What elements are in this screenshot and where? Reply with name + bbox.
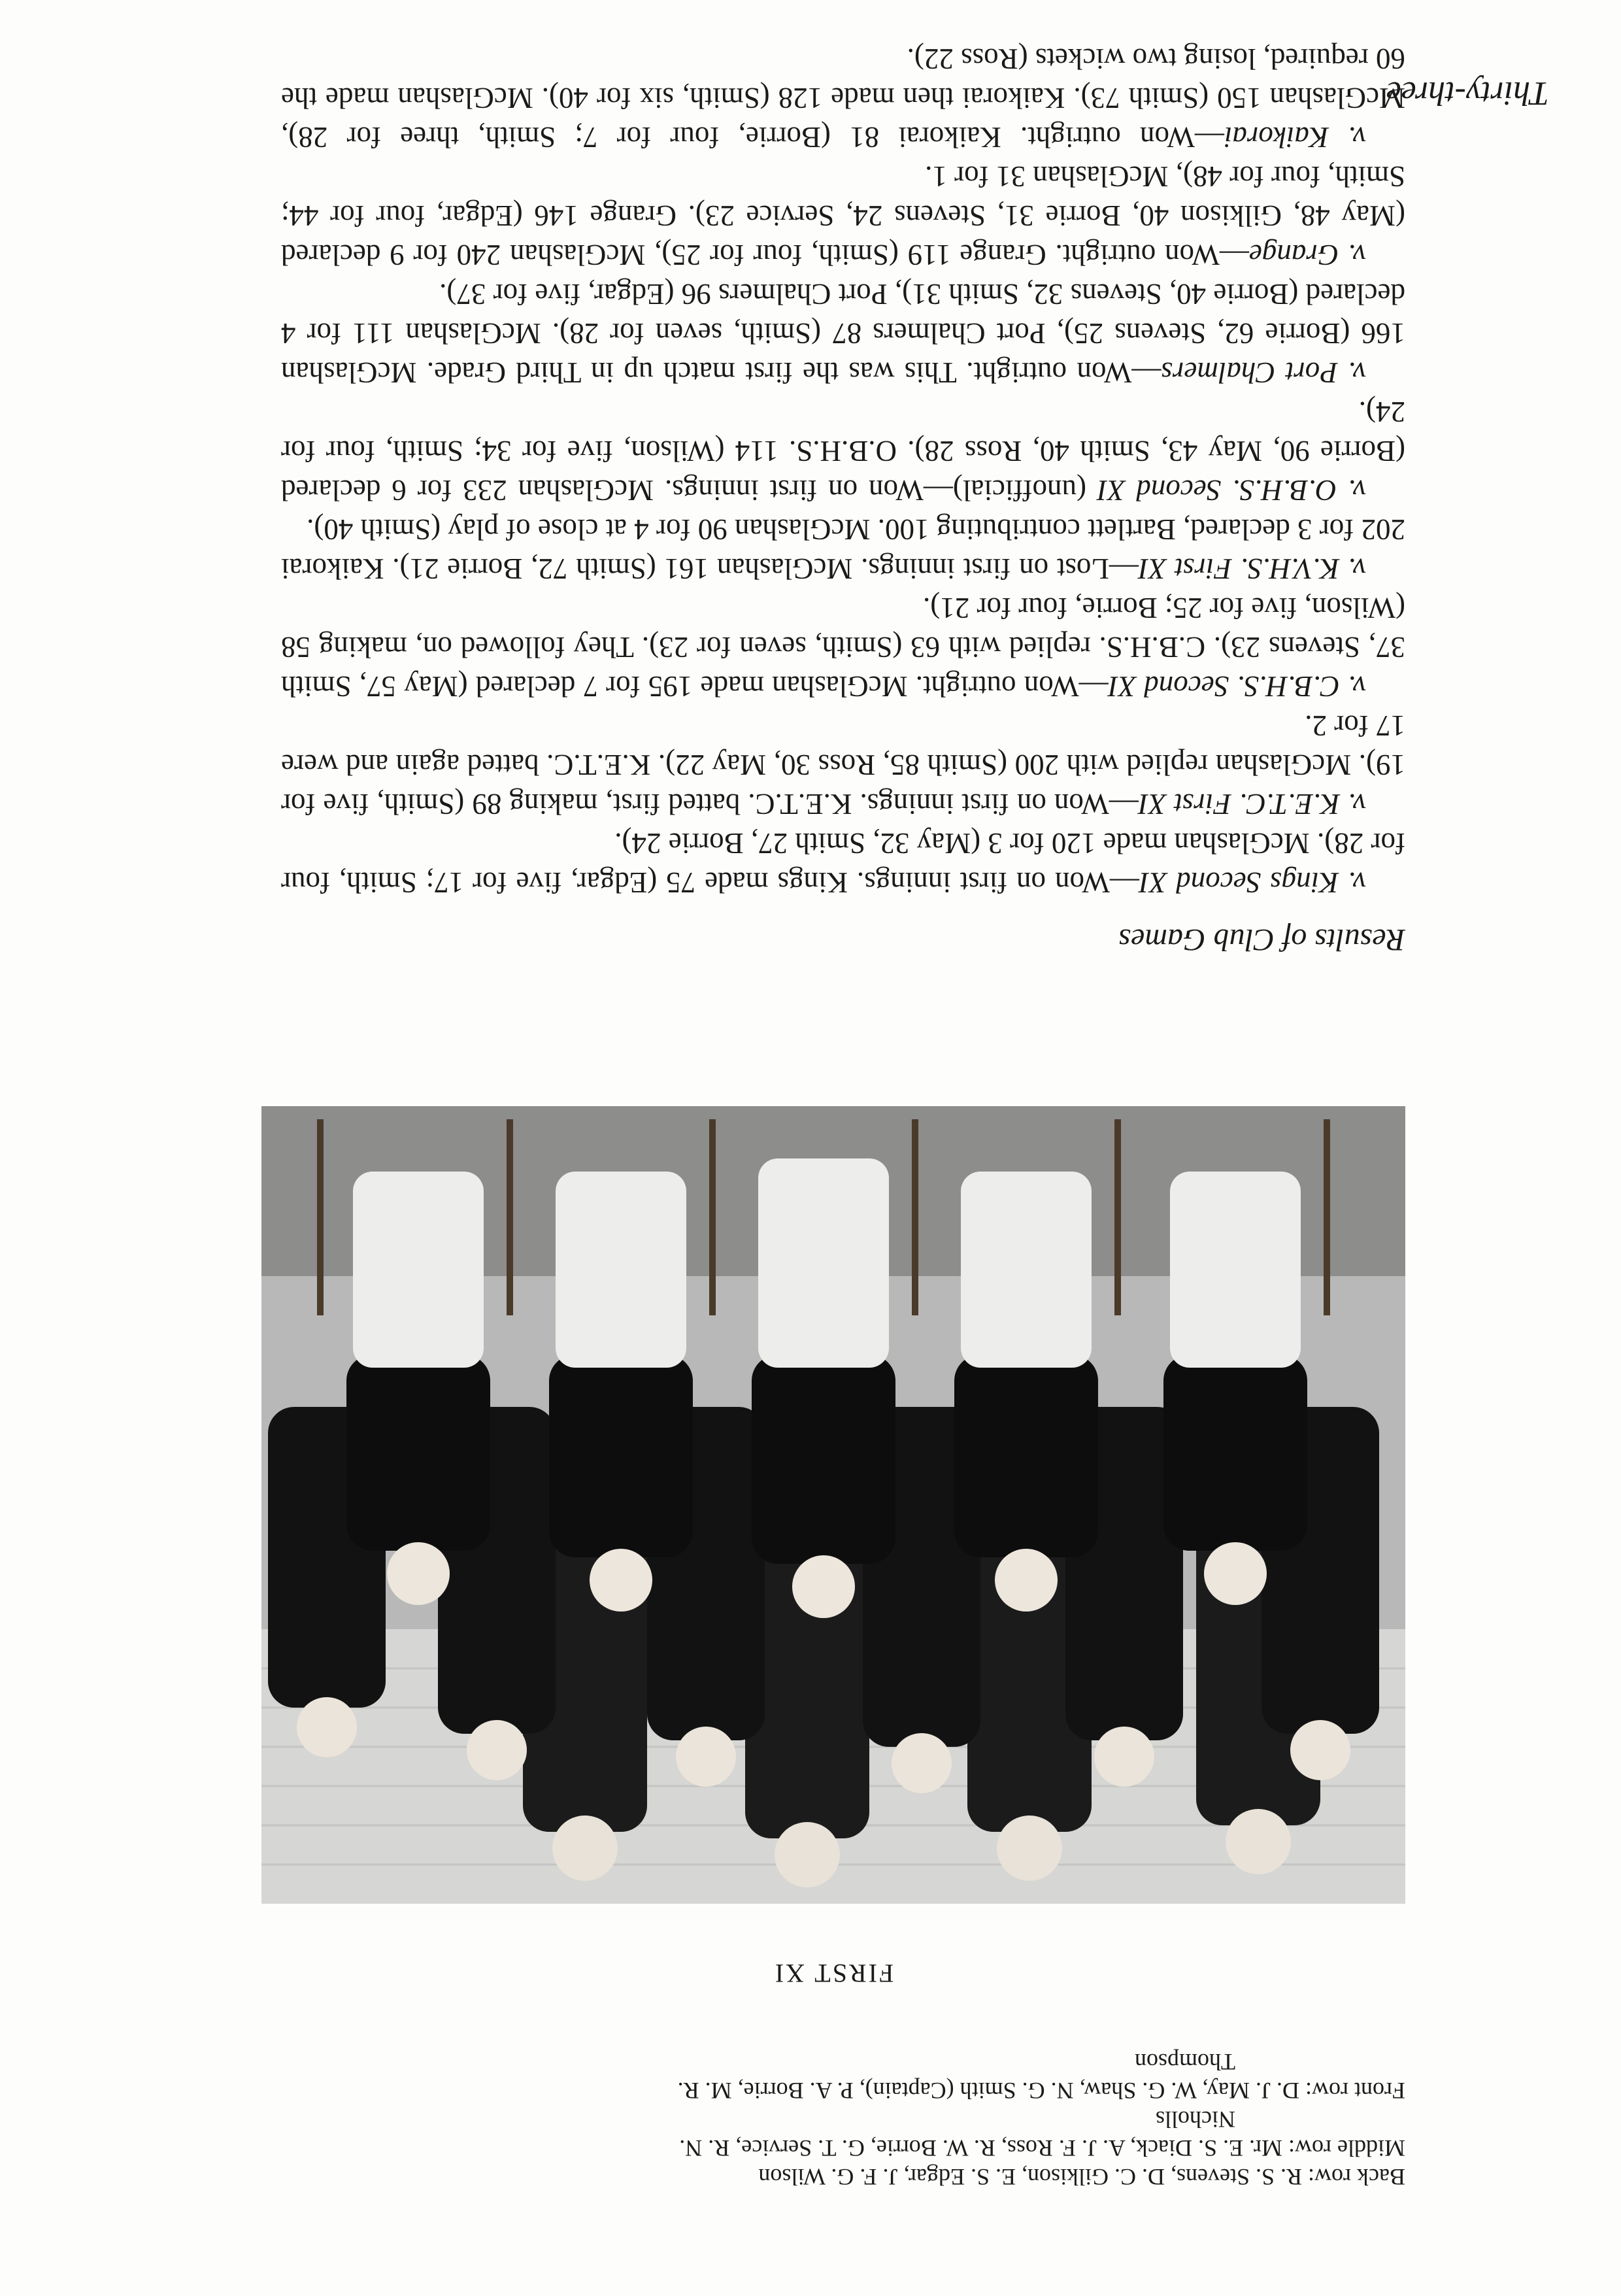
match-opponent: v. Grange (1248, 239, 1366, 271)
team-photo-image (261, 1106, 1405, 1904)
match-summary: —Won on first innings. K.E.T.C. batted first, making 89 (Smith, five for 19). McGlashan replied with 200 (Smith 85, Ross 30, May 22). K.E.T.C. batted again and were 17 for 2. (280, 709, 1405, 820)
match-summary: —Won outright. This was the first match up in Third Grade. McGlashan 166 (Borrie 62, Stevens 25), Port Chalmers 87 (Smith, seven for 28). McGlashan 111 for 4 declared (Borrie 40, Stevens 32, Smith 31), Port Chalmers 96 (Edgar, five for 37). (281, 278, 1405, 389)
match-summary: —Won outright. Kaikorai 81 (Borrie, four for 7; Smith, three for 28), McGlashan 150 (Smith 73). Kaikorai then made 128 (Smith, six for 40). McGlashan made the 60 required, losing two wickets (Ross 22). (281, 42, 1405, 154)
caption-front-row-cont: Thompson (1134, 2049, 1235, 2075)
match-opponent: v. C.B.H.S. Second XI (1108, 670, 1366, 703)
match-summary: (unofficial)—Won on first innings. McGlashan 233 for 6 declared (Borrie 90, May 43, Smith 40, Ross 28). O.B.H.S. 114 (Wilson, five for 34; Smith, four for 24). (281, 396, 1405, 507)
result-paragraph (281, 510, 1405, 588)
result-paragraph (281, 275, 1405, 392)
match-summary: —Won on first innings. Kings made 75 (Edgar, five for 17; Smith, four for 28). McGlashan made 120 for 3 (May 32, Smith 27, Borrie 24). (281, 827, 1405, 899)
result-paragraph (281, 39, 1405, 157)
page-number: Thirty-three (1386, 75, 1549, 112)
match-summary: —Lost on first innings. McGlashan 161 (Smith 72, Borrie 21). Kaikorai 202 for 3 declared, Bartlett contributing 100. McGlashan 90 for 4 at close of play (Smith 40). (281, 513, 1405, 585)
photo-title: FIRST XI (773, 1959, 894, 1988)
caption-middle-row-cont: Nicholls (1156, 2106, 1235, 2133)
team-photograph (261, 1106, 1405, 1904)
match-opponent: v. Kings Second XI (1139, 866, 1366, 899)
caption-front-row: Front row: D. J. May, W. G. Shaw, N. G. Smith (Captain), P. A. Borrie, M. R. (677, 2078, 1405, 2104)
match-opponent: v. Kaikorai (1224, 121, 1366, 154)
result-paragraph (281, 588, 1405, 706)
match-summary: —Won outright. McGlashan made 195 for 7 declared (May 57, Smith 37, Stevens 23). C.B.H.S. replied with 63 (Smith, seven for 23). They followed on, making 58 (Wilson, five for 25; Borrie, four for 21). (281, 592, 1405, 703)
result-paragraph (281, 824, 1405, 902)
results-heading: Results of Club Games (1118, 922, 1405, 957)
results-text (281, 39, 1405, 958)
match-opponent: v. K.E.T.C. First XI (1138, 788, 1366, 820)
match-opponent: v. Port Chalmers (1161, 356, 1366, 389)
results-paragraphs (281, 39, 1405, 958)
match-opponent: v. O.B.H.S. Second XI (1097, 474, 1366, 507)
result-paragraph (281, 157, 1405, 275)
match-opponent: v. K.V.H.S. First XI (1138, 552, 1366, 585)
match-summary: —Won outright. Grange 119 (Smith, four for 25), McGlashan 240 for 9 declared (May 48, Gilkison 40, Borrie 31, Stevens 24, Service 23). Grange 146 (Edgar, four for 44; Smith, four for 48), McGlashan 31 for 1. (281, 160, 1405, 271)
caption-middle-row: Middle row: Mr. E. S. Diack, A. J. F. Ross, R. W. Borrie, G. T. Service, R. N. (679, 2135, 1405, 2161)
caption-back-row: Back row: R. S. Stevens, D. C. Gilkison, E. S. Edgar, J. F. G. Wilson (758, 2164, 1405, 2190)
result-paragraph (281, 392, 1405, 510)
photo-captions (261, 2048, 1405, 2191)
result-paragraph (281, 706, 1405, 824)
